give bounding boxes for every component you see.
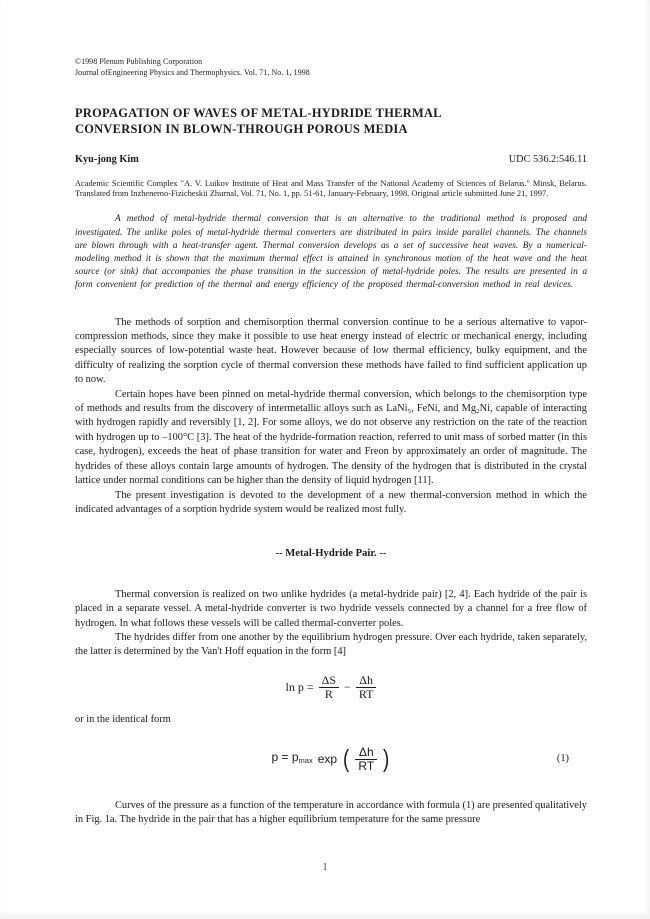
abstract xyxy=(75,213,587,292)
fraction-dh-rt xyxy=(356,674,377,701)
paragraph-text: The methods of sorption and chemisorption thermal conversion continue to be a serious alternative to vapor-compression methods, since they make it possible to use heat energy instead of electric or mechanical energy, including especially sources of low-potential waste heat. However because of low thermal efficiency, bulky equipment, and the difficulty of realizing the sorption cycle of thermal conversion these methods have failed to find sufficient application up to now. xyxy=(75,316,587,386)
subscript-max: max xyxy=(298,756,313,766)
paragraph-section-1 xyxy=(75,588,587,631)
section-heading-metal-hydride-pair: -- Metal-Hydride Pair. -- xyxy=(275,548,387,560)
article-body xyxy=(75,316,587,828)
article-title xyxy=(75,106,587,137)
equation-lhs xyxy=(272,750,313,768)
publisher-block xyxy=(75,56,587,78)
paragraph-text: Curves of the pressure as a function of the temperature in accordance with formula (1) are presented qualitatively in Fig. 1a. The hydride in the pair that has a higher equilibrium temperature for the same pressure xyxy=(75,799,587,826)
paragraph-intro-1 xyxy=(75,316,587,388)
author-name: Kyu-jong Kim xyxy=(75,154,139,165)
fraction-numerator: Δh xyxy=(359,672,373,687)
equation-pressure-exp xyxy=(75,746,587,773)
paragraph-section-2 xyxy=(75,631,587,660)
journal-citation-line: Journal ofEngineering Physics and Thermophysics. Vol. 71, No. 1, 1998 xyxy=(75,68,310,77)
udc-code: UDC 536.2:546.11 xyxy=(508,154,587,165)
paragraph-intro-2 xyxy=(75,388,587,489)
fraction-denominator: RT xyxy=(356,687,377,701)
paragraph-closing xyxy=(75,799,587,828)
fraction-denominator: RT xyxy=(355,759,377,773)
paragraph-text: The hydrides differ from one another by the equilibrium hydrogen pressure. Over each hydride, taken separately, the latter is determined by the Van't Hoff equation in the form [4] xyxy=(75,631,587,658)
fraction-dh-rt xyxy=(355,746,377,773)
author-row xyxy=(75,154,587,165)
close-paren: ) xyxy=(383,744,390,773)
equation-connector-text: or in the identical form xyxy=(75,714,171,726)
open-paren: ( xyxy=(343,744,350,773)
article-title-line1: PROPAGATION OF WAVES OF METAL-HYDRIDE THERMAL xyxy=(75,106,442,120)
equation-lhs: ln p = xyxy=(285,680,314,695)
fraction-numerator: ΔS xyxy=(321,672,337,687)
exp-function: exp xyxy=(317,752,338,767)
page-number: 1 xyxy=(322,862,328,873)
minus-sign: − xyxy=(344,680,351,695)
equation-1-body xyxy=(286,674,377,701)
fraction-ds-r xyxy=(319,674,339,701)
article-title-line2: CONVERSION IN BLOWN-THROUGH POROUS MEDIA xyxy=(75,121,408,136)
equation-number: (1) xyxy=(556,753,569,765)
equation-lhs-text: p = p xyxy=(271,750,299,765)
fraction-numerator: Δh xyxy=(358,744,374,759)
copyright-line: ©1998 Plenum Publishing Corporation xyxy=(75,57,203,66)
equation-vant-hoff xyxy=(75,674,587,701)
paragraph-text: Certain hopes have been pinned on metal-hydride thermal conversion, which belongs to the chemisorption type of methods and results from the discovery of intermetallic alloys such as LaNi₅, FeNi, and Mg₂Ni, capable of interacting with hydrogen rapidly and reversibly [1, 2]. For some alloys, we do not observe any restriction on the rate of the reaction with hydrogen up to –100°C [3]. The heat of the hydride-formation reaction, referred to unit mass of sorbed matter (in this case, hydrogen), exceeds the heat of phase transition for water and Freon by approximately an order of magnitude. The hydrides of these alloys contain large amounts of hydrogen. The density of the hydrogen that is distributed in the crystal lattice under normal conditions can be higher than the density of liquid hydrogen [11]. xyxy=(75,388,587,487)
paragraph-text: The present investigation is devoted to the development of a new thermal-conversion method in which the indicated advantages of a sorption hydride system would be realized most fully. xyxy=(75,489,587,515)
abstract-text: A method of metal-hydride thermal conversion that is an alternative to the traditional method is proposed and investigated. The unlike poles of metal-hydride thermal converters are distributed in pairs inside parallel channels. The channels are blown through with a heat-transfer agent. Thermal conversion develops as a set of successive heat waves. By a numerical-modeling method it is shown that the maximum thermal effect is attained in synchronous motion of the heat wave and the heat source (or sink) that accompanies the phase transition in the succession of metal-hydride poles. The results are presented in a form convenient for prediction of the thermal and energy efficiency of the proposed thermal-conversion method in real devices. xyxy=(75,214,587,291)
fraction-denominator: R xyxy=(319,687,339,701)
page-content xyxy=(75,56,587,828)
paragraph-text: Thermal conversion is realized on two unlike hydrides (a metal-hydride pair) [2, 4]. Each hydride of the pair is placed in a separate vessel. A metal-hydride converter is two hydride vessels connected by a channel for a free flow of hydrogen. In what follows these vessels will be called thermal-converter poles. xyxy=(75,588,587,629)
paragraph-intro-3 xyxy=(75,489,587,518)
equation-2-body xyxy=(272,746,391,773)
affiliation-note: Academic Scientific Complex "A. V. Luikov Institute of Heat and Mass Transfer of the National Academy of Sciences of Belarus." Minsk, Belarus. Translated from Inzhenerno-Fizicheskii Zhurnal, Vol. 71, No. 1, pp. 51-61, January-February, 1998. Original article submitted June 21, 1997. xyxy=(75,179,587,198)
